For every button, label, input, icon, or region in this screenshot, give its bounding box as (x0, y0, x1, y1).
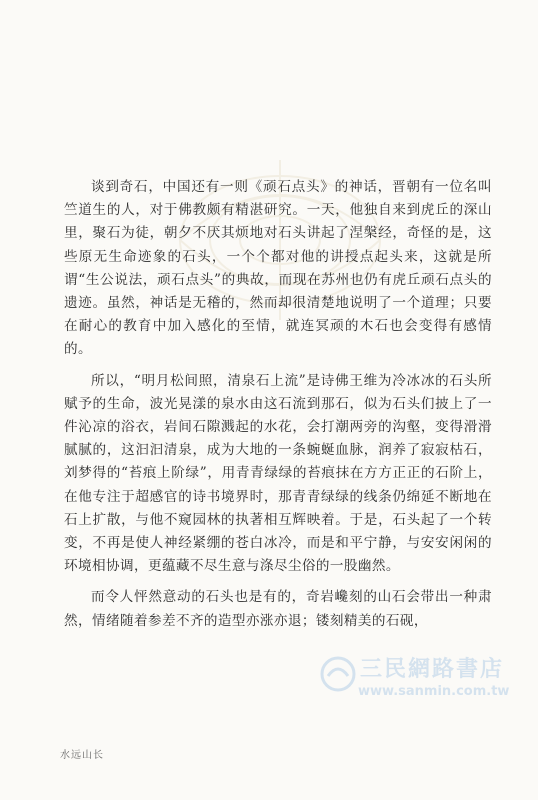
bookstore-logo-icon (318, 654, 358, 694)
paragraph-2: 所以，“明月松间照，清泉石上流”是诗佛王维为冷冰冰的石头所赋予的生命，波光晃漾的泉水由这石流到那石，似为石头们披上了一件沁凉的浴衣，岩间石隙溅起的水花，会打潮两旁的沟壑，变得滑滑腻腻的，这汩汩清泉，成为大地的一条蜿蜒血脉，润养了寂寂枯石，刘梦得的“苔痕上阶绿”，用青青绿绿的苔痕抹在方方正正的石阶上，在他专注于超感官的诗书境界时，那青青绿绿的线条仍绵延不断地在石上扩散，与他不窥园林的执著相互辉映着。于是，石头起了一个转变，不再是使人神经紧绷的苍白冰冷，而是和平宁静，与安安闲闲的环境相协调，更蕴藏不尽生意与涤尽尘俗的一股幽然。 (64, 372, 492, 575)
watermark-url: www.sanmin.com.tw (358, 684, 510, 699)
bookstore-watermark (318, 650, 528, 710)
body-text (64, 176, 492, 641)
watermark-title: 三民網路書店 (360, 657, 505, 682)
paragraph-3: 而令人怦然意动的石头也是有的，奇岩巉刻的山石会带出一种肃然，情绪随着参差不齐的造型亦涨亦退；镂刻精美的石砚， (64, 589, 492, 629)
paragraph-1: 谈到奇石，中国还有一则《顽石点头》的神话，晋朝有一位名叫竺道生的人，对于佛教颇有精湛研究。一天，他独自来到虎丘的深山里，聚石为徒，朝夕不厌其烦地对石头讲起了涅槃经，奇怪的是，这些原无生命迹象的石头，一个个都对他的讲授点起头来，这就是所谓“生公说法，顽石点头”的典故，而现在苏州也仍有虎丘顽石点头的遗迹。虽然，神话是无稽的，然而却很清楚地说明了一个道理；只要在耐心的教育中加入感化的至情，就连冥顽的木石也会变得有感情的。 (64, 179, 492, 358)
running-footer-book-title: 水远山长 (60, 750, 104, 761)
